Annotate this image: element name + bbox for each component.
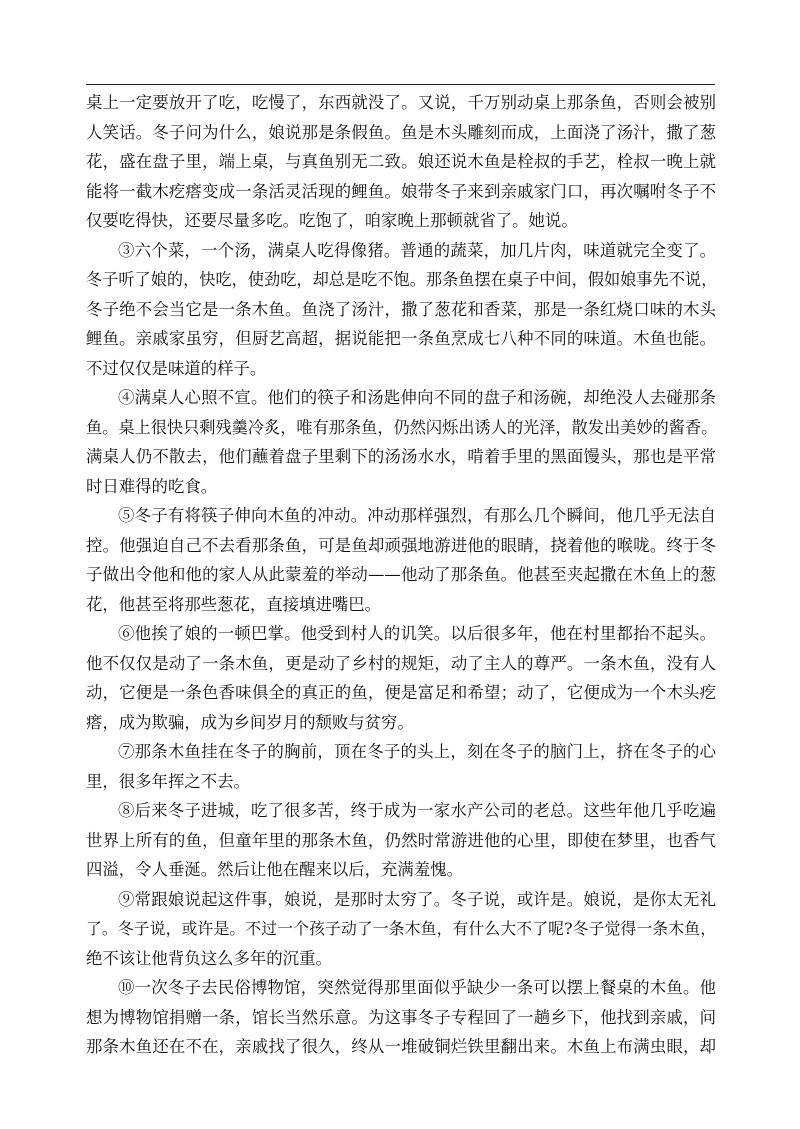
paragraph-6 xyxy=(86,619,716,737)
text-line: 人笑话。冬子问为什么，娘说那是条假鱼。鱼是木头雕刻而成，上面浇了汤汁，撒了葱 xyxy=(86,122,716,142)
text-line: 冬子听了娘的，快吃，使劲吃，却总是吃不饱。那条鱼摆在桌子中间，假如娘事先不说， xyxy=(86,270,718,289)
text-line: 子做出令他和他的家人从此蒙羞的举动——他动了那条鱼。他甚至夹起撒在木鱼上的葱 xyxy=(86,565,716,584)
text-line: 他不仅仅是动了一条木鱼，更是动了乡村的规矩，动了主人的尊严。一条木鱼，没有人 xyxy=(86,653,716,673)
text-line: 动，它便是一条色香味俱全的真正的鱼，便是富足和希望；动了，它便成为一个木头疙 xyxy=(86,683,716,702)
text-line: 鱼。桌上很快只剩残羹冷炙，唯有那条鱼，仍然闪烁出诱人的光泽，散发出美妙的酱香。 xyxy=(86,417,718,437)
text-line: 四溢，令人垂涎。然后让他在醒来以后，充满羞愧。 xyxy=(86,860,463,879)
text-line: 冬子绝不会当它是一条木鱼。鱼浇了汤汁，撒了葱花和香菜，那是一条红烧口味的木头 xyxy=(86,299,716,319)
text-line: 绝不该让他背负这么多年的沉重。 xyxy=(86,948,332,968)
text-line: 时日难得的吃食。 xyxy=(86,476,218,496)
paragraph-4 xyxy=(86,383,716,501)
text-line: 鲤鱼。亲戚家虽穷，但厨艺高超，据说能把一条鱼烹成七八种不同的味道。木鱼也能。 xyxy=(86,329,716,348)
text-line: 瘩，成为欺骗，成为乡间岁月的颓败与贫穷。 xyxy=(86,712,414,732)
text-line: 桌上一定要放开了吃，吃慢了，东西就没了。又说，千万别动桌上那条鱼，否则会被别 xyxy=(86,93,716,112)
paragraph-3 xyxy=(86,236,716,384)
text-line: 不过仅仅是味道的样子。 xyxy=(86,358,267,378)
text-line: ⑥他挨了娘的一顿巴掌。他受到村人的讥笑。以后很多年，他在村里都抬不起头。 xyxy=(118,624,716,643)
text-line: 里，很多年挥之不去。 xyxy=(86,771,250,791)
text-line: 满桌人仍不散去，他们蘸着盘子里剩下的汤汤水水，啃着手里的黑面馒头，那也是平常 xyxy=(86,447,716,466)
text-line: ③六个菜，一个汤，满桌人吃得像猪。普通的蔬菜，加几片肉，味道就完全变了。 xyxy=(118,240,716,260)
paragraph-10 xyxy=(86,973,716,1062)
text-line: 花，盛在盘子里，端上桌，与真鱼别无二致。娘还说木鱼是栓叔的手艺，栓叔一晚上就 xyxy=(86,152,716,171)
text-line: 想为博物馆捐赠一条，馆长当然乐意。为这事冬子专程回了一趟乡下，他找到亲戚，问 xyxy=(86,1007,716,1027)
text-line: 花，他甚至将那些葱花，直接填进嘴巴。 xyxy=(86,594,382,614)
text-line: 了。冬子说，或许是。不过一个孩子动了一条木鱼，有什么大不了呢?冬子觉得一条木鱼， xyxy=(86,919,716,938)
text-line: ④满桌人心照不宣。他们的筷子和汤匙伸向不同的盘子和汤碗，却绝没人去碰那条 xyxy=(118,388,716,407)
text-line: ⑤冬子有将筷子伸向木鱼的冲动。冲动那样强烈，有那么几个瞬间，他几乎无法自 xyxy=(118,506,716,525)
text-line: 控。他强迫自己不去看那条鱼，可是鱼却顽强地游进他的眼睛，挠着他的喉咙。终于冬 xyxy=(86,535,716,555)
paragraph-5 xyxy=(86,501,716,619)
header-rule xyxy=(86,84,715,85)
article-body xyxy=(86,88,716,1062)
text-line: ⑨常跟娘说起这件事，娘说，是那时太穷了。冬子说，或许是。娘说，是你太无礼 xyxy=(118,889,716,909)
paragraph-9 xyxy=(86,885,716,974)
paragraph-8 xyxy=(86,796,716,885)
text-line: ⑦那条木鱼挂在冬子的胸前，顶在冬子的头上，刻在冬子的脑门上，挤在冬子的心 xyxy=(118,742,716,761)
text-line: 能将一截木疙瘩变成一条活灵活现的鲤鱼。娘带冬子来到亲戚家门口，再次嘱咐冬子不 xyxy=(86,181,716,201)
paragraph-continued xyxy=(86,88,716,236)
text-line: ⑧后来冬子进城，吃了很多苦，终于成为一家水产公司的老总。这些年他几乎吃遍 xyxy=(118,801,716,820)
text-line: ⑩一次冬子去民俗博物馆，突然觉得那里面似乎缺少一条可以摆上餐桌的木鱼。他 xyxy=(118,978,716,997)
text-line: 仅要吃得快，还要尽量多吃。吃饱了，咱家晚上那顿就省了。她说。 xyxy=(86,211,578,230)
text-line: 世界上所有的鱼，但童年里的那条木鱼，仍然时常游进他的心里，即使在梦里，也香气 xyxy=(86,830,716,850)
paragraph-7 xyxy=(86,737,716,796)
text-line: 那条木鱼还在不在，亲戚找了很久，终从一堆破铜烂铁里翻出来。木鱼上布满虫眼，却 xyxy=(86,1037,716,1056)
